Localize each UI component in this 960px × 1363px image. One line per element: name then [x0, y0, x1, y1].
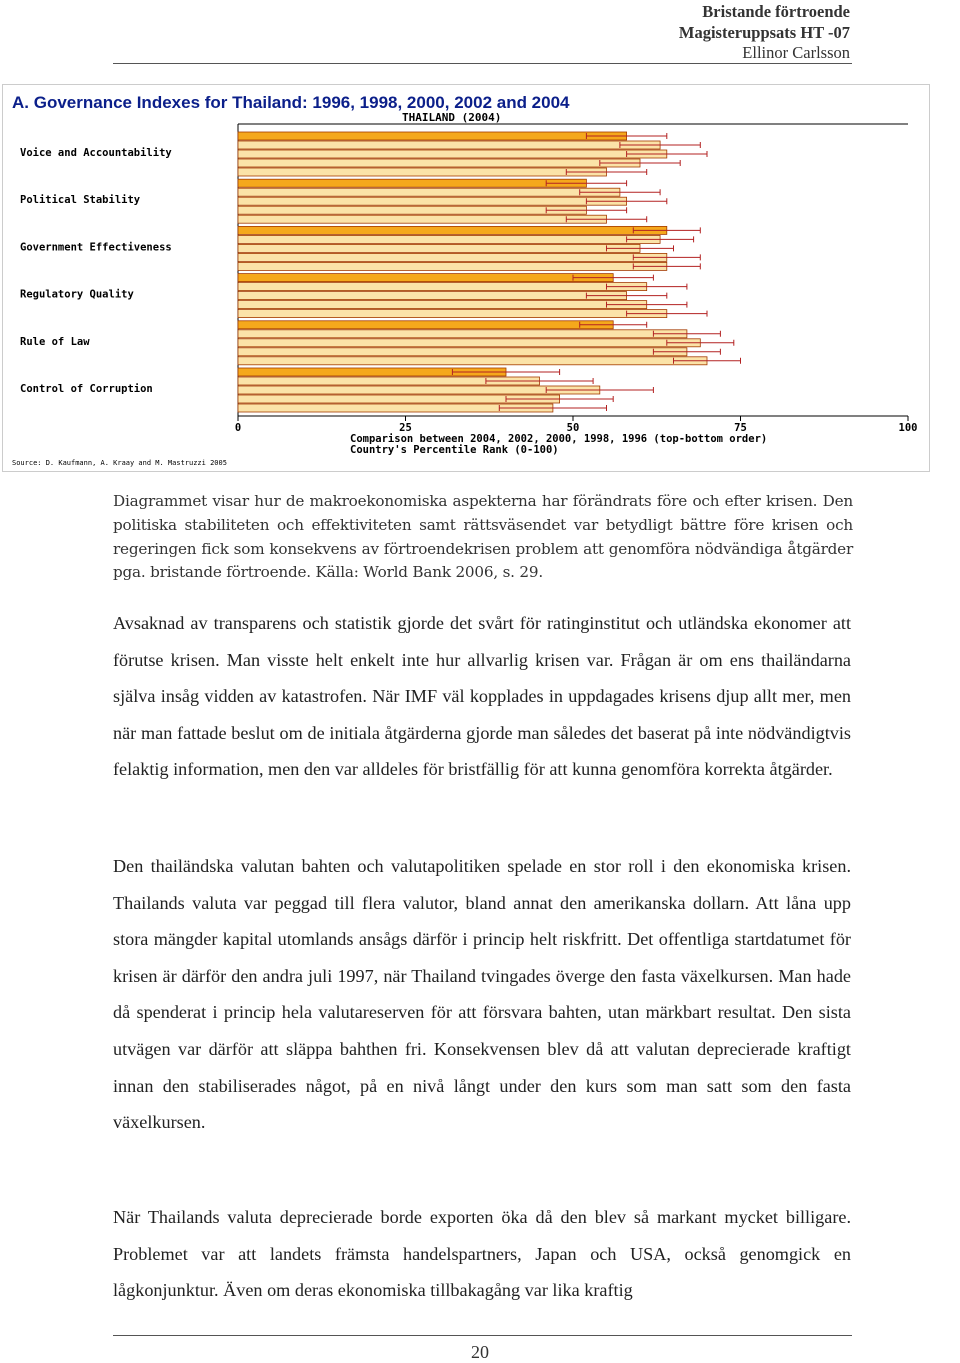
header-author: Ellinor Carlsson — [742, 43, 850, 62]
category-label-government-effectiveness: Government Effectiveness — [20, 241, 172, 254]
bar-rule-of-law-2002 — [238, 330, 687, 338]
header-divider — [113, 63, 852, 64]
header-subtitle: Magisteruppsats HT -07 — [678, 22, 850, 42]
chart-title: A. Governance Indexes for Thailand: 1996, 1998, 2000, 2002 and 2004 — [12, 93, 570, 112]
bar-government-effectiveness-2004 — [238, 226, 667, 234]
figure-caption: Diagrammet visar hur de makroekonomiska aspekterna har förändrats före och efter krisen. Den politiska stabiliteten och effektiviteten samt rättsväsendet var betydligt bättre före krisen och regeringen fick som konsekvens av förtroendekrisen problem att genomföra nödvändiga åtgärder pga. bristande förtroende. Källa: World Bank 2006, s. 29. — [113, 492, 853, 582]
bar-government-effectiveness-2002 — [238, 235, 660, 243]
x-tick-label-0: 0 — [234, 422, 242, 434]
bar-regulatory-quality-2002 — [238, 283, 647, 291]
page-header — [679, 2, 850, 64]
header-title: Bristande förtroende — [702, 2, 850, 21]
category-label-regulatory-quality: Regulatory Quality — [20, 288, 134, 301]
governance-chart — [2, 84, 930, 472]
bar-government-effectiveness-2000 — [238, 244, 640, 252]
category-label-rule-of-law: Rule of Law — [20, 335, 90, 348]
bar-regulatory-quality-2000 — [238, 292, 627, 300]
paragraph-1: Avsaknad av transparens och statistik gjorde det svårt för ratinginstitut och utländska ekonomer att förutse krisen. Man visste helt enkelt inte hur allvarlig krisen var. Frågan är om ens thailändarna själva insåg vidden av katastrofen. När IMF väl kopplades in uppdagades krisens djup allt mer, men när man fattade beslut om de initiala åtgärderna gjorde man således det baserat på inte nödvändigtvis felaktig information, men den var alldeles för bristfällig för att kunna genomföra korrekta åtgärder. — [113, 613, 851, 780]
bar-voice-and-accountability-1998 — [238, 159, 640, 167]
bar-voice-and-accountability-2004 — [238, 132, 627, 140]
bar-rule-of-law-1998 — [238, 348, 687, 356]
bar-rule-of-law-2000 — [238, 339, 700, 347]
bar-political-stability-1998 — [238, 206, 586, 214]
bar-voice-and-accountability-2002 — [238, 141, 660, 149]
bar-voice-and-accountability-1996 — [238, 168, 607, 176]
footer-divider — [113, 1335, 852, 1336]
page-number: 20 — [471, 1342, 489, 1362]
bar-political-stability-1996 — [238, 215, 607, 223]
bar-political-stability-2000 — [238, 197, 627, 205]
x-tick-label-25: 25 — [399, 422, 412, 434]
bar-rule-of-law-2004 — [238, 321, 613, 329]
bar-voice-and-accountability-2000 — [238, 150, 667, 158]
category-label-voice-and-accountability: Voice and Accountability — [20, 147, 172, 159]
x-tick-label-100: 100 — [898, 422, 918, 434]
paragraph-2: Den thailändska valutan bahten och valutapolitiken spelade en stor roll i den ekonomiska krisen. Thailands valuta var peggad till flera valutor, bland annat den amerikanska dollarn. Att låna upp stora mängder kapital utomlands ansågs därför i princip helt riskfritt. Det offentliga startdatumet för krisen är därför den andra juli 1997, när Thailand tvingades överge den fasta växelkursen. Man hade då spenderat i princip hela valutareserven för att försvara bahten, utan märkbart resultat. Den sista utvägen var därför att släppa bahthen fri. Konsekvensen blev då att valutan deprecierade kraftigt innan den stabiliserades något, på en nivå långt under den kurs som man satt som den fasta växelkursen. — [113, 856, 851, 1133]
bar-government-effectiveness-1996 — [238, 262, 667, 270]
chart-country-label: THAILAND (2004) — [402, 111, 502, 124]
bar-rule-of-law-1996 — [238, 357, 707, 365]
bar-regulatory-quality-1996 — [238, 310, 667, 318]
x-axis-caption-rank: Country's Percentile Rank (0-100) — [350, 444, 559, 456]
x-tick-label-75: 75 — [734, 422, 747, 434]
category-label-control-of-corruption: Control of Corruption — [20, 383, 153, 395]
category-label-political-stability: Political Stability — [20, 194, 141, 207]
chart-source: Source: D. Kaufmann, A. Kraay and M. Mastruzzi 2005 — [12, 459, 227, 467]
bar-regulatory-quality-1998 — [238, 301, 647, 309]
x-tick-label-50: 50 — [566, 422, 580, 434]
bar-control-of-corruption-2000 — [238, 386, 600, 394]
bar-regulatory-quality-2004 — [238, 274, 613, 282]
bar-political-stability-2004 — [238, 179, 586, 187]
bar-government-effectiveness-1998 — [238, 253, 667, 261]
governance-chart-figure — [2, 84, 930, 472]
bar-political-stability-2002 — [238, 188, 620, 196]
x-axis-caption-comparison: Comparison between 2004, 2002, 2000, 1998, 1996 (top-bottom order) — [350, 433, 768, 445]
paragraph-3: När Thailands valuta deprecierade borde exporten öka då den blev så markant mycket billigare. Problemet var att landets främsta handelspartners, Japan och USA, också genomgick en lågkonjunktur. Även om deras ekonomiska tillbakagång var lika kraftig — [113, 1207, 851, 1301]
